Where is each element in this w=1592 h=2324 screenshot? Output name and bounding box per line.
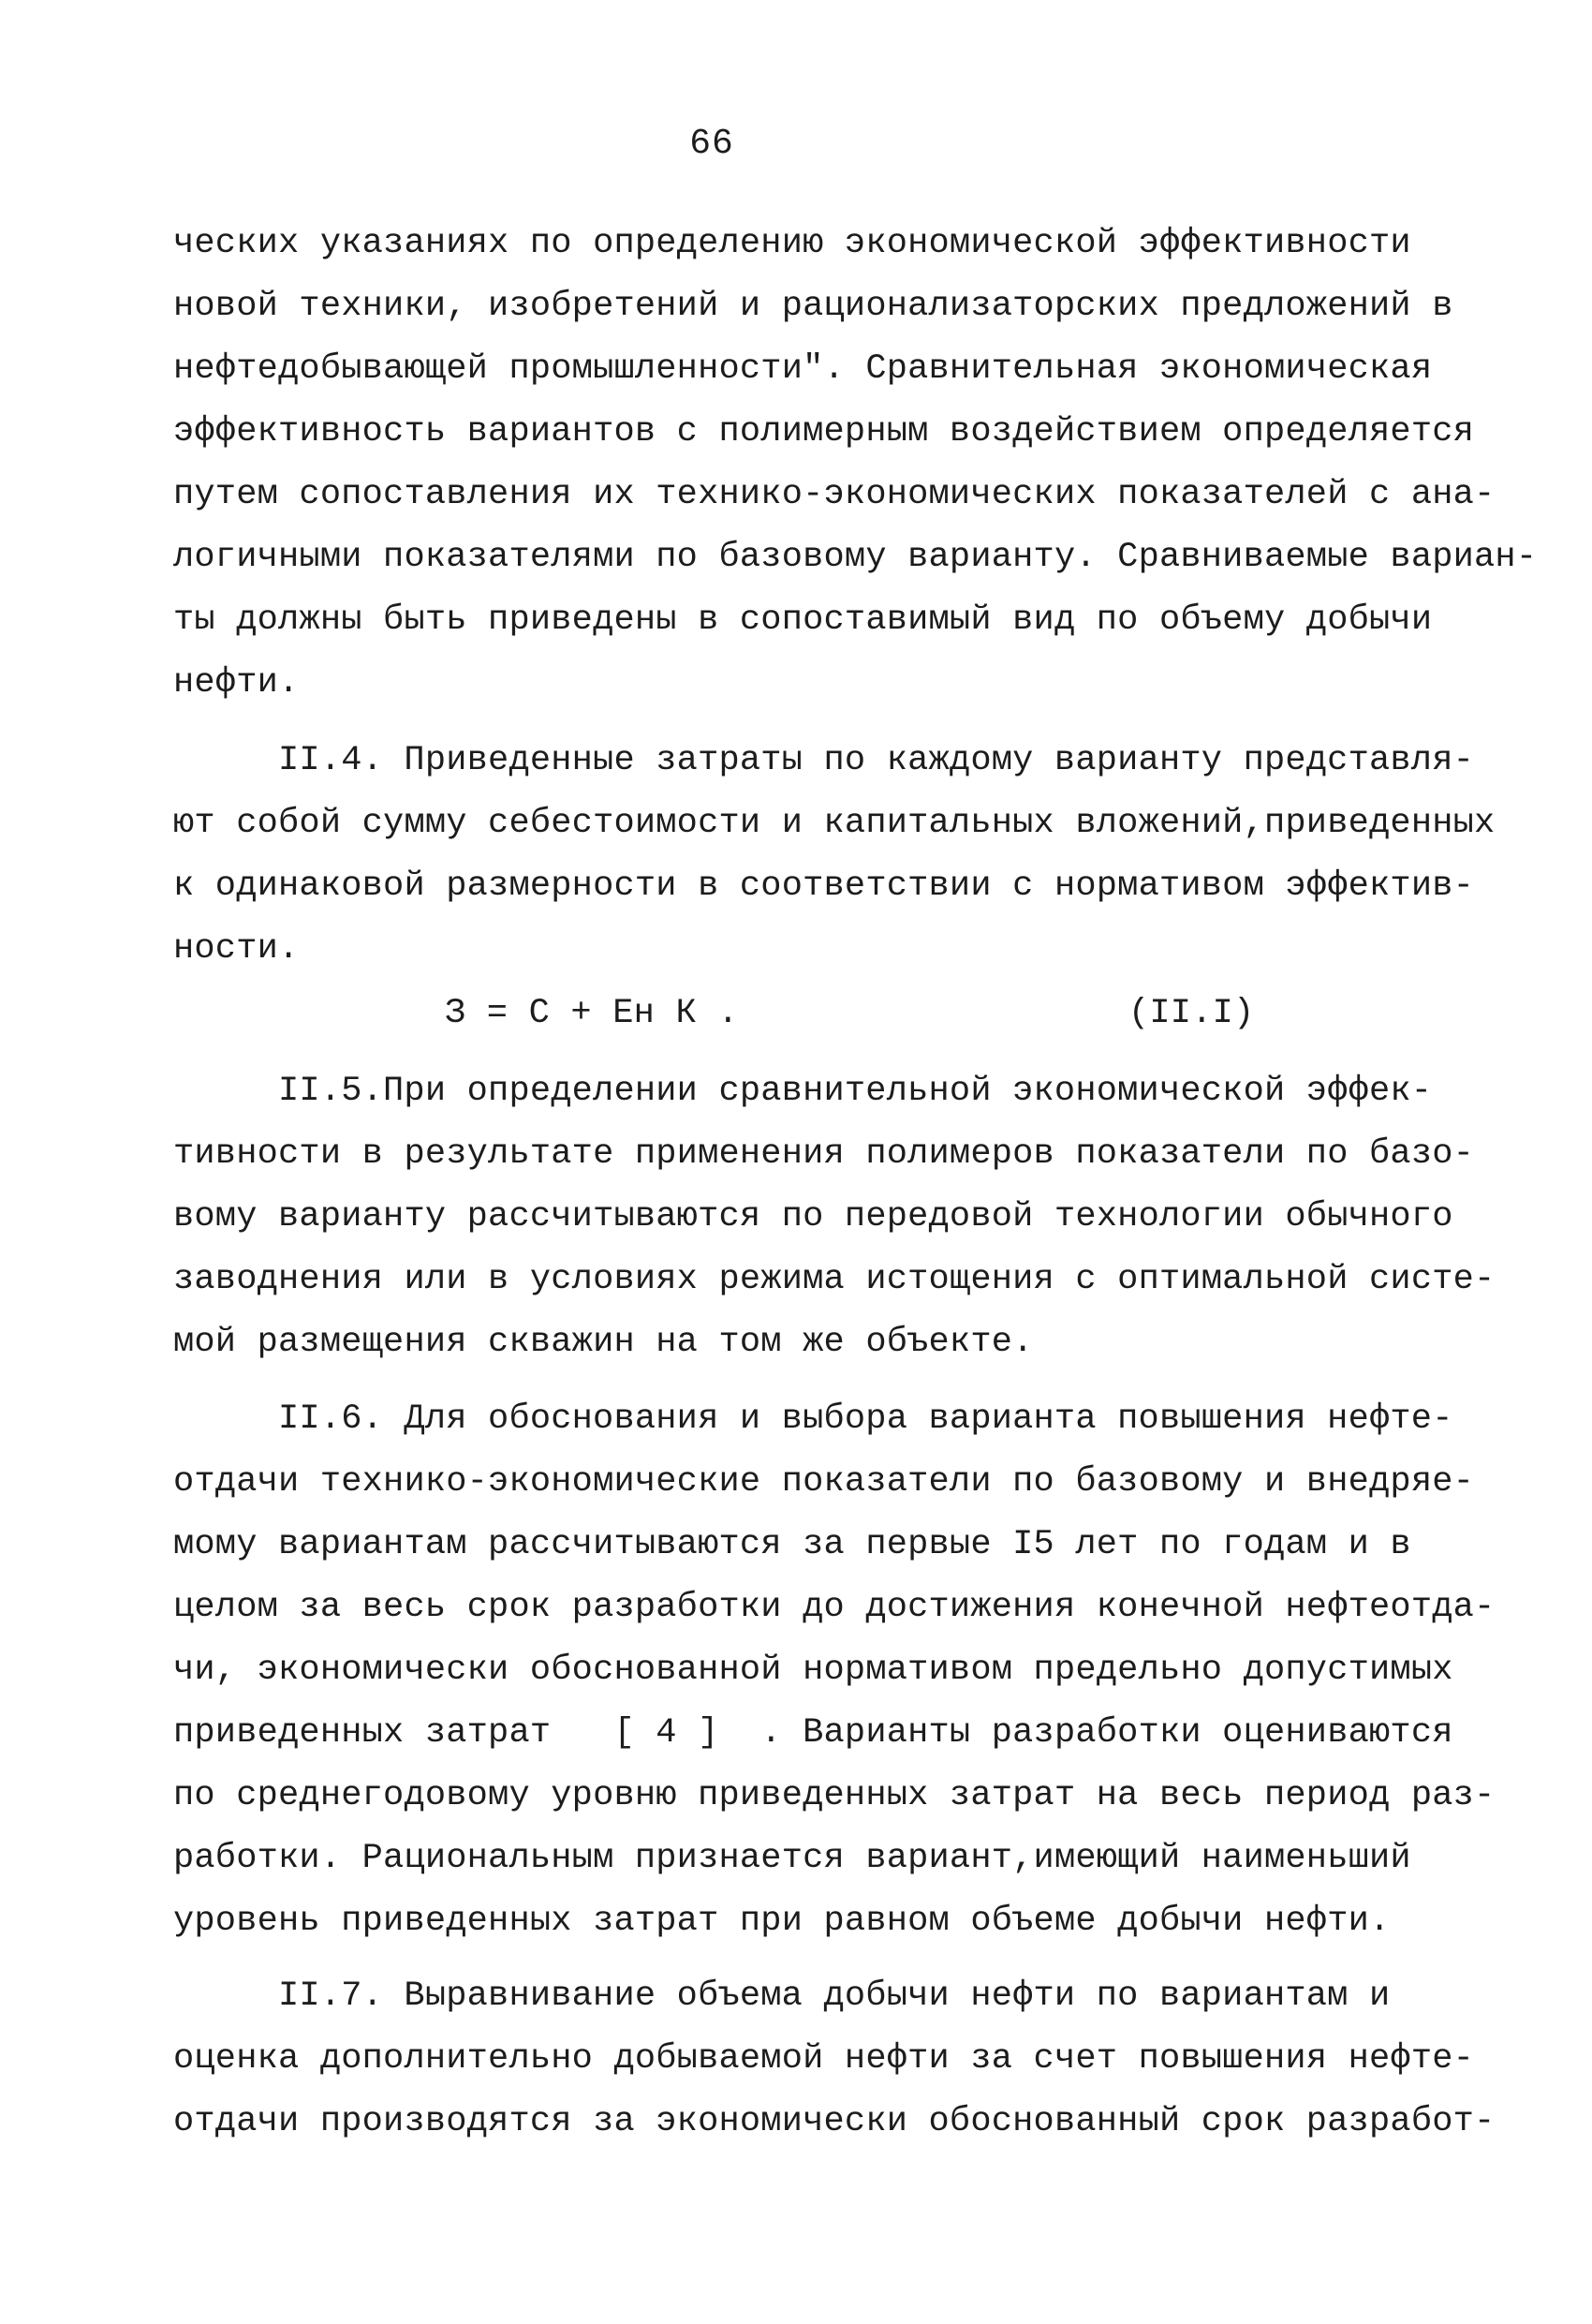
text-line: ческих указаниях по определению экономической эффективности	[173, 224, 1411, 263]
text-line: отдачи технико-экономические показатели по базовому и внедряе-	[173, 1462, 1475, 1502]
text-line: целом за весь срок разработки до достижения конечной нефтеотда-	[173, 1588, 1496, 1627]
text-line: заводнения или в условиях режима истощения с оптимальной систе-	[173, 1260, 1496, 1299]
text-line: к одинаковой размерности в соответствии с нормативом эффектив-	[173, 866, 1475, 906]
formula-expression: З = С + Ен К .	[445, 994, 739, 1033]
text-line: работки. Рациональным признается вариант,имеющий наименьший	[173, 1839, 1411, 1878]
text-line: ют собой сумму себестоимости и капитальных вложений,приведенных	[173, 804, 1496, 843]
text-line: II.5.При определении сравнительной экономической эффек-	[278, 1072, 1433, 1111]
text-line: уровень приведенных затрат при равном объеме добычи нефти.	[173, 1902, 1391, 1941]
page-number: 66	[689, 124, 734, 164]
text-line: мому вариантам рассчитываются за первые I5 лет по годам и в	[173, 1525, 1411, 1564]
text-line: путем сопоставления их технико-экономических показателей с ана-	[173, 475, 1496, 514]
text-line: ности.	[173, 929, 300, 969]
text-line: вому варианту рассчитываются по передовой технологии обычного	[173, 1197, 1453, 1236]
text-line: эффективность вариантов с полимерным воздействием определяется	[173, 412, 1475, 451]
text-line: по среднегодовому уровню приведенных затрат на весь период раз-	[173, 1776, 1496, 1815]
text-line: чи, экономически обоснованной нормативом предельно допустимых	[173, 1650, 1453, 1690]
text-line: оценка дополнительно добываемой нефти за счет повышения нефте-	[173, 2039, 1475, 2079]
text-line: II.6. Для обоснования и выбора варианта повышения нефте-	[278, 1399, 1453, 1439]
text-line: II.7. Выравнивание объема добычи нефти по вариантам и	[278, 1976, 1391, 2016]
text-line: логичными показателями по базовому варианту. Сравниваемые вариан-	[173, 538, 1538, 577]
text-line: тивности в результате применения полимеров показатели по базо-	[173, 1134, 1475, 1174]
text-line: новой техники, изобретений и рационализаторских предложений в	[173, 287, 1453, 326]
text-line: мой размещения скважин на том же объекте.	[173, 1323, 1034, 1362]
text-line: приведенных затрат [ 4 ] . Варианты разработки оцениваются	[173, 1713, 1453, 1753]
text-line: отдачи производятся за экономически обоснованный срок разработ-	[173, 2102, 1496, 2141]
text-line: нефтедобывающей промышленности". Сравнительная экономическая	[173, 349, 1433, 389]
text-line: нефти.	[173, 663, 300, 703]
formula-number: (II.I)	[1128, 994, 1255, 1033]
text-line: ты должны быть приведены в сопоставимый вид по объему добычи	[173, 600, 1433, 640]
text-line: II.4. Приведенные затраты по каждому варианту представля-	[278, 741, 1475, 780]
